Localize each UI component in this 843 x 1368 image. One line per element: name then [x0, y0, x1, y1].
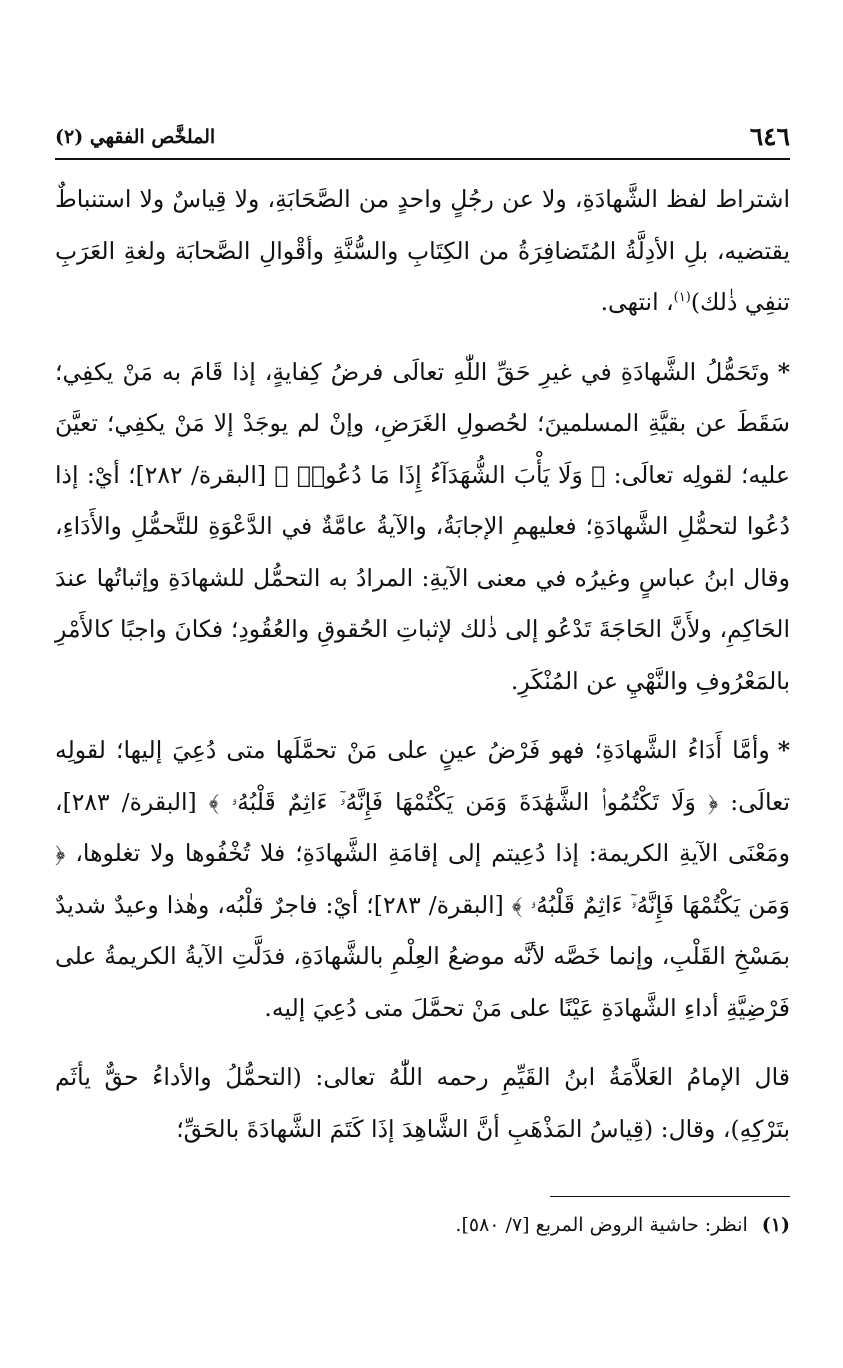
running-title: الملخَّص الفقهي (٢)	[55, 126, 216, 148]
paragraph-1-tail: ، انتهى.	[600, 288, 674, 316]
footnote-reference: (١)	[673, 290, 691, 306]
paragraph-2-text: وتَحَمُّلُ الشَّهادَةِ في غيرِ حَقِّ اللّٰهِ تعالَى فرضُ كِفايةٍ، إذا قَامَ به مَنْ يكفِي؛ سَقَطَ عن بقيَّةِ المسلمينَ؛ لحُصولِ الغَرَضِ، وإنْ لم يوجَدْ إلا مَنْ يكفِي؛ تعيَّنَ عليه؛ لقولِه تعالَى: ﴿ وَلَا يَأْبَ الشُّهَدَآءُ إِذَا مَا دُعُوا۟ ﴾ [البقرة/ ٢٨٢]؛ أيْ: إذا دُعُوا لتحمُّلِ الشَّهادَةِ؛ فعليهمِ الإجابَةُ، والآيةُ عامَّةٌ في الدَّعْوَةِ للتَّحمُّلِ والأَدَاءِ، وقال ابنُ عباسٍ وغيرُه في معنى الآيةِ: المرادُ به التحمُّل للشهادَةِ وإثباتُها عندَ الحَاكِمِ، ولأَنَّ الحَاجَةَ تَدْعُو إلى ذٰلك لإثباتِ الحُقوقِ والعُقُودِ؛ فكانَ واجبًا كالأَمْرِ بالمَعْرُوفِ والنَّهْيِ عن المُنْكَرِ.	[55, 357, 790, 695]
asterisk-bullet: *	[777, 357, 790, 386]
footnote-text: انظر: حاشية الروض المربع [٧/ ٥٨٠].	[455, 1214, 748, 1236]
body-text	[55, 174, 790, 1155]
paragraph-2	[55, 347, 790, 708]
paragraph-1	[55, 174, 790, 329]
page-header	[55, 118, 790, 158]
footnote-number: (١)	[761, 1214, 790, 1236]
asterisk-bullet: *	[777, 736, 790, 764]
paragraph-3-text: وأمَّا أَدَاءُ الشَّهادَةِ؛ فهو فَرْضُ عينٍ على مَنْ تحمَّلَها متى دُعِيَ إليها؛ لقولِه تعالَى: ﴿ وَلَا تَكْتُمُوا۟ الشَّهَٰدَةَ وَمَن يَكْتُمْهَا فَإِنَّهُۥٓ ءَاثِمٌ قَلْبُهُۥ ﴾ [البقرة/ ٢٨٣]، ومَعْنَى الآيةِ الكريمة: إذا دُعِيتم إلى إقامَةِ الشَّهادَةِ؛ فلا تُخْفُوها ولا تغلوها، ﴿ وَمَن يَكْتُمْهَا فَإِنَّهُۥٓ ءَاثِمٌ قَلْبُهُۥ ﴾ [البقرة/ ٢٨٣]؛ أيْ: فاجرٌ قلْبُه، وهٰذا وعيدٌ شديدٌ بمَسْخِ القَلْبِ، وإنما خَصَّه لأنَّه موضعُ العِلْمِ بالشَّهادَةِ، فدَلَّتِ الآيةُ الكريمةُ على فَرْضِيَّةِ أداءِ الشَّهادَةِ عَيْنًا على مَنْ تحمَّلَ متى دُعِيَ إليه.	[55, 736, 790, 1022]
paragraph-1-text: اشتراط لفظ الشَّهادَةِ، ولا عن رجُلٍ واحدٍ من الصَّحَابَةِ، ولا قِياسٌ ولا استنباطٌ يقتضيه، بلِ الأدِلَّةُ المُتَضافِرَةُ من الكِتَابِ والسُّنَّةِ وأقْوالِ الصَّحابَة ولغةِ العَرَبِ تنفِي ذٰلك)	[55, 185, 790, 316]
book-page	[55, 118, 790, 1236]
paragraph-4-text: قال الإمامُ العَلاَّمَةُ ابنُ القَيِّمِ رحمه اللّٰهُ تعالى: (التحمُّلُ والأداءُ حقٌّ يأثَم بتَرْكِهِ)، وقال: (قِياسُ المَذْهَبِ أنَّ الشَّاهِدَ إذَا كَتَمَ الشَّهادَةَ بالحَقِّ؛	[55, 1063, 790, 1143]
paragraph-4	[55, 1052, 790, 1155]
paragraph-3	[55, 725, 790, 1034]
header-rule	[55, 158, 790, 160]
footnote-rule	[550, 1196, 790, 1197]
page-number: ٦٤٦	[749, 122, 790, 151]
footnote	[55, 1210, 790, 1240]
